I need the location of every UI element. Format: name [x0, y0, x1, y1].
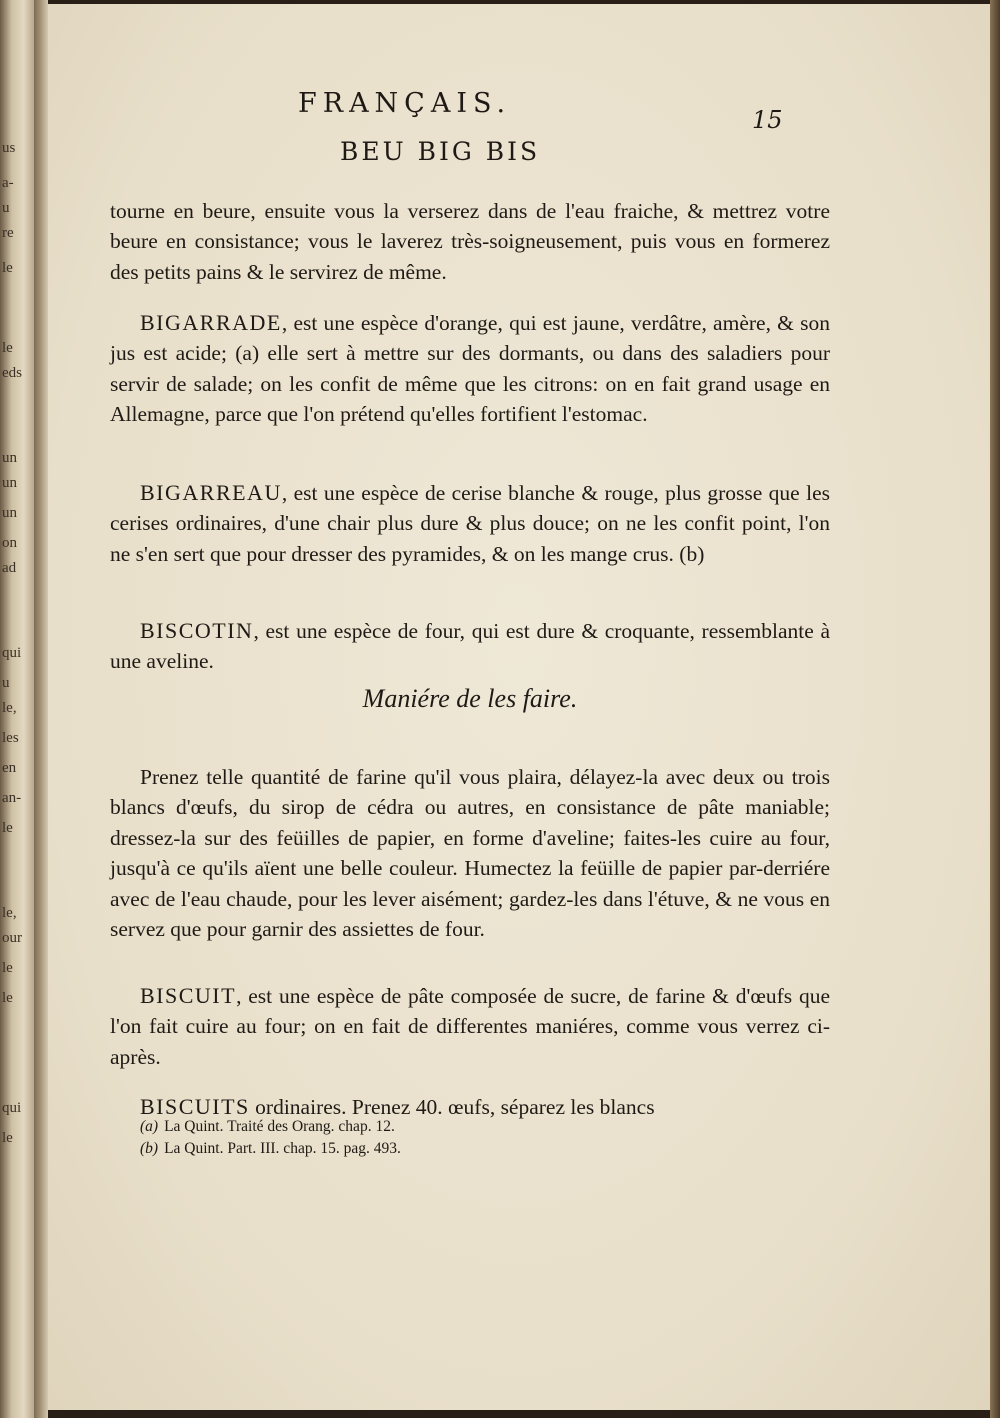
footnote: [140, 1138, 740, 1160]
continuation-paragraph: tourne en beure, ensuite vous la verserez dans de l'eau fraiche, & mettrez votre beure en consistance; vous le laverez très-soigneusement, puis vous en formerez des petits pains & le servirez de même.: [110, 198, 830, 284]
left-page-fragment: re: [2, 225, 14, 241]
book-gutter: [34, 0, 48, 1418]
left-page-fragment: le: [2, 990, 13, 1006]
left-page-fragment: en: [2, 760, 17, 776]
left-page-fragment: un: [2, 450, 17, 466]
left-page-fragment: le: [2, 340, 13, 356]
subheading: Maniére de les faire.: [362, 684, 578, 713]
left-page-fragment: le: [2, 820, 13, 836]
footnotes: [140, 1116, 740, 1160]
entry-text: , est une espèce de pâte composée de sucre, de farine & d'œufs que l'on fait cuire au four; on en fait de differentes maniéres, comme vous verrez ci-après.: [110, 983, 830, 1069]
entry-text: , est une espèce d'orange, qui est jaune, verdâtre, amère, & son jus est acide; (a) elle sert à mettre sur des dormants, ou dans des saladiers pour servir de salade; on les confit de même que les citrons: on en fait grand usage en Allemagne, parce que l'on prétend qu'elles fortifient l'estomac.: [110, 310, 830, 426]
left-page-fragment: les: [2, 730, 19, 746]
left-page-fragment: le: [2, 960, 13, 976]
left-page-fragment: a-: [2, 175, 14, 191]
left-page-fragment: le,: [2, 700, 17, 716]
left-page-fragment: qui: [2, 1100, 22, 1116]
catchwords: BEU BIG BIS: [340, 137, 541, 166]
entry-headword: BISCUIT: [140, 982, 237, 1008]
footnote-mark: (b): [140, 1140, 159, 1157]
left-page-fragment: on: [2, 535, 17, 551]
left-page-fragment: an-: [2, 790, 22, 806]
entry-headword: BISCUITS: [140, 1093, 250, 1119]
entry-text: ordinaires. Prenez 40. œufs, séparez les blancs: [249, 1094, 655, 1119]
left-page-fragment: le,: [2, 905, 17, 921]
left-page-fragment: qui: [2, 645, 22, 661]
left-page-fragment: u: [2, 675, 10, 691]
entry-text: , est une espèce de four, qui est dure & croquante, ressemblante à une aveline.: [110, 618, 830, 673]
left-page-fragment: un: [2, 505, 17, 521]
entry-biscotin: [110, 616, 830, 677]
left-page-fragment: ad: [2, 560, 17, 576]
entry-bigarrade: [110, 308, 830, 430]
footnote-text: La Quint. Part. III. chap. 15. pag. 493.: [164, 1140, 401, 1157]
left-page-fragment: u: [2, 200, 10, 216]
footnote-text: La Quint. Traité des Orang. chap. 12.: [164, 1118, 395, 1135]
page-number: 15: [752, 106, 783, 134]
left-page-fragment: le: [2, 1130, 13, 1146]
entry-headword: BIGARREAU: [140, 479, 282, 505]
page-edge-right: [990, 0, 1000, 1418]
entry-headword: BIGARRADE: [140, 309, 282, 335]
footnote: [140, 1116, 740, 1138]
entry-headword: BISCOTIN: [140, 617, 254, 643]
left-page-edge: [0, 0, 34, 1418]
left-page-fragment: un: [2, 475, 17, 491]
entry-bigarreau: [110, 478, 830, 570]
running-head: FRANÇAIS.: [298, 88, 512, 119]
footnote-mark: (a): [140, 1118, 159, 1135]
left-page-fragment: le: [2, 260, 13, 276]
method-paragraph: Prenez telle quantité de farine qu'il vous plaira, délayez-la avec deux ou trois blancs d'œufs, du sirop de cédra ou autres, en consistance de pâte maniable; dressez-la sur des feüilles de papier, en forme d'aveline; faites-les cuire au four, jusqu'à ce qu'ils aïent une belle couleur. Humectez la feüille de papier par-derriére avec de l'eau chaude, pour les lever aisément; gardez-les dans l'étuve, & ne vous en servez que pour garnir des assiettes de four.: [110, 764, 830, 941]
entry-text: , est une espèce de cerise blanche & rouge, plus grosse que les cerises ordinaires, d'une chair plus dure & plus douce; on ne les confit point, l'on ne s'en sert que pour dresser des pyramides, & on les mange crus. (b): [110, 480, 830, 566]
book-page: [48, 4, 990, 1410]
left-page-fragment: us: [2, 140, 16, 156]
left-page-fragment: our: [2, 930, 22, 946]
entry-biscuit: [110, 981, 830, 1073]
left-page-fragment: eds: [2, 365, 22, 381]
